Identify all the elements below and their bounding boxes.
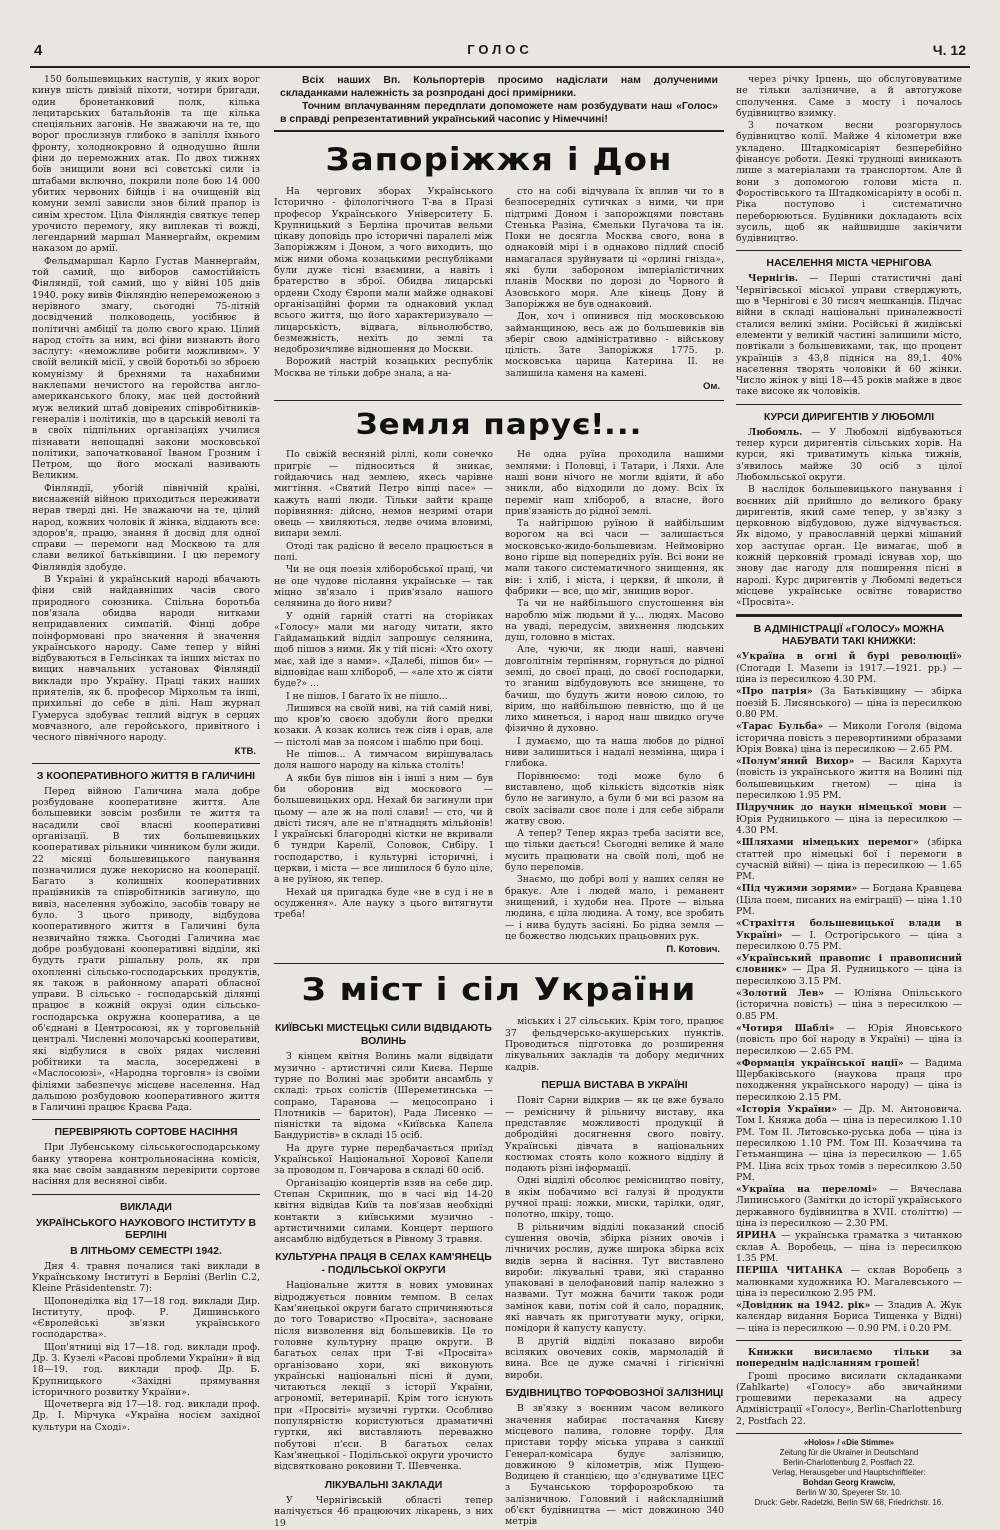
railway-continued [736, 74, 962, 244]
book-details: — Богдана Кравцева (Ціла поем, писаних на еміграції) — ціна 1.10 РМ. [736, 883, 962, 917]
colophon [736, 1433, 962, 1508]
book-item [736, 756, 962, 801]
divider [736, 614, 962, 617]
colophon-line: Bohdan Georg Krawciw, [802, 1478, 896, 1488]
paragraph: Щоп'ятниці від 17—18. год. виклади проф. Др. З. Кузелі «Расові проблеми України» й від 18—19. год. виклади проф. Др. Б. Крупницького «Західні прямування історичного розвитку України». [32, 1341, 260, 1398]
book-details: — Василя Кархута (повість із українського життя на Волині під большевицьким гнетом) — ціна із пересилкою 1.95 РМ. [736, 756, 962, 802]
book-title: Підручник до науки німецької мови [736, 802, 947, 814]
paragraph: Та чи не найбільшого спустошення він нароблю між людьми й у... людях. Масово на уваді, передусім, звихнення людських душ, головно в містах. [505, 598, 724, 644]
book-title: «Шляхами німецьких перемог» [736, 837, 919, 849]
book-title: «Довідник на 1942. рік» [736, 1300, 871, 1312]
book-details: — Юліяна Опільського (історична повість) — ціна з пересилкою — 0.85 РМ. [736, 988, 962, 1022]
book-item [736, 1300, 962, 1334]
paragraph: В рільничим відділі показаний спосіб сушення овочів, збірка різних овочів і лічничих рослин, дуже широка збірка всіх видів зерна й насіння. Тут виставлено вироби: лікувальні трави, які старанно упаковані в целофановий папір належно з назвами. Тут можна бачити також роди замінок кави, потім сой й сало, порадник, які навчать як приготувати муку, огірки, помідори й капусту капусту. [505, 1221, 724, 1335]
colophon-line: Berlin-Charlottenburg 2, Postfach 22. [783, 1458, 915, 1468]
railway-article [505, 1403, 724, 1527]
lectures-headline-1: ВИКЛАДИ [120, 1200, 172, 1213]
book-title: «Україна на переломі» [736, 1184, 878, 1196]
kyiv-article [274, 1051, 493, 1245]
paragraph: Фельдмаршал Карло Густав Маннергайм, той самий, що виборов самостійність Фінляндії, той самий, що у війні 105 днів 1940. року вивів Фінляндію непереможеною з нерівного змагу, сьогодні 75-літній досвідчений полководець, уосібнює й політичні амбіції та долю свого краю. Цілий народ стоїть за ним, всі фіни визнають його заслугу: «неможливе робити можливим». У своїй великій місії, у своїй боротьбі зо зброєю комунізму й брехнями та нахабними наклепами нечистого на геройства англо-американського блоку, має цей достойний муж великий штаб довірених співробітників-генералів і політиків, що в царській неволі та в своїх підпільних організаціях училися пізнавати непощадні закони московської політики, започаткованої Іваном Грозним і Петром, що його москалі називають Великим. [32, 255, 260, 482]
book-title: ПЕРША ЧИТАНКА [736, 1265, 843, 1277]
colophon-line: Verlag, Herausgeber und Hauptschriftleiter: [772, 1468, 926, 1478]
paragraph: Щопонеділка від 17—18 год. виклади Дир. Інституту, проф. Р. Дишинського «Європейські зв'язки українського господарства». [32, 1295, 260, 1341]
book-details: — Вадима Щербаківського (наукова праця про походження українського народу) — ціна із пересилкою 2.15 РМ. [736, 1057, 962, 1103]
column-center [274, 74, 724, 1530]
paragraph: І думаємо, що та наша любов до рідної ниви залишиться і надалі незмінна, щира і глибока. [505, 735, 724, 770]
paragraph: Не одна руїна проходила нашими землями: і Половці, і Татари, і Ляхи. Але наші вони нічого не могли вдіяти, й або зникли, або відходили до дому. Всіх їх переміг наш хлібороб, а власне, його прив'язаність до рідної землі. [505, 449, 724, 517]
cities-left [274, 1016, 493, 1529]
book-title: «Український правопис і правописний словник» [736, 953, 962, 976]
chernihiv-dateline: Чернігів. [748, 273, 799, 285]
finland-article [32, 74, 260, 744]
medical-article [274, 1495, 493, 1529]
admin-books-headline: В АДМІНІСТРАЦІЇ «ГОЛОСУ» МОЖНА НАБУВАТИ ТАКІ КНИЖКИ: [753, 623, 945, 648]
earth-left [274, 449, 493, 957]
cities-section [274, 1016, 724, 1529]
book-list [736, 651, 962, 1334]
book-title: «Україна в огні й бурі революції» [736, 651, 962, 663]
paragraph: З кінцем квітня Волинь мали відвідати музично - артистичні сили Києва. Перше турне по Волині має зробити ансамбль у складі: трьох солістів (Шереметинська — сопрано, Таранова — мецосопрано і Плотників — баритон), Рада Лисенко — піяністки та відома «Київська Капела Бандуристів» в складі 15 осіб. [274, 1051, 493, 1142]
distributor-notice [274, 74, 724, 132]
book-details: (збірка статтей про німецькі бої і перемоги в сучасній війні) — ціна із пересилкою — 1.65 РМ. [736, 837, 962, 883]
page-number: 4 [34, 42, 43, 59]
paragraph: Не пішов... А тимчасом вирішувалась доля нашого народу на кілька століть! [274, 749, 493, 772]
book-item [736, 918, 962, 952]
paragraph: Але, чуючи, як люди наші, навчені довголітнім терпінням, горнуться до рідної землі, до своєї праці, до своєї господарки, то зганиш відбудовують все знищене, то бачиш, що будуть жити новою силою, то вірим, що найбільшою певністю, що й це лихо минеться, і народ наш швидко огуче фізично й духовно. [505, 644, 724, 735]
paragraph: Всіх наших Вп. Кольпортерів просимо надіслати нам долученими складанками належність за розпродані досі примірники. [280, 74, 718, 99]
book-item [736, 1104, 962, 1183]
book-details: — склав Воробець з малюнками художника Ю. Магалевського — ціна із пересилкою 2.95 РМ. [736, 1265, 962, 1299]
zap-left [274, 186, 493, 394]
book-title: «Чотиря Шаблі» [736, 1022, 835, 1034]
paragraph: сто на собі відчувала їх вплив чи то в безпосередніх сутичках з ними, чи при підтримі Доном і запорожцями повстань Стенька Разіна, Ємельки Пугачова та ін. Поки не досягла Москва свого, вона в однаковій мірі і в однаково підлий спосіб намагалася зруйнувати ці «орлині гнізда», які були забороном імперіалістичних планів Москви по дорозі до Чорного й Азовського моря. Але кінець Дону й Запоріжжя не був однаковий. [505, 186, 724, 310]
book-item [736, 953, 962, 987]
culture-article [274, 1280, 493, 1472]
chernihiv-headline: НАСЕЛЕННЯ МІСТА ЧЕРНІГОВА [766, 257, 932, 270]
paragraph: А тепер? Тепер якраз треба засіяти все, що тільки дається! Сьогодні велике й мале мусить працювати на своїй полі, щоб не було переломів. [505, 828, 724, 874]
book-details: (Спогади І. Мазепи із 1917.—1921. рр.) — ціна із пересилкою 4.30 РМ. [736, 662, 962, 686]
book-item [736, 883, 962, 917]
paragraph: Фінляндії, убогій північній країні, виснаженій війною приходиться переживати нерав тверді дні. Не зважаючи на те, цілий народ, кожних чоловік й жінка, віддають все: здоров'я, працю, знання й досвід для одної справи — перемоги над Москвою та для слави великої батьківщини. І цю перемогу Фінляндія здобуде. [32, 482, 260, 573]
paragraph: Лишився на своїй ниві, на тій самій ниві, що кров'ю своєю здобули його предки козаки. А козак колись теж сіяв і орав, але — пістолі мав за поясом і шаблю при боці. [274, 702, 493, 748]
divider [32, 1194, 260, 1195]
colophon-line: Zeitung für die Ukrainer in Deutschland [779, 1448, 919, 1458]
lectures-article [32, 1261, 260, 1433]
paragraph: В другій відділі показано вироби всіляких овочевих соків, мармоладій й вина. Все це дуже смачні і гігієнічні вироби. [505, 1335, 724, 1381]
divider [274, 400, 724, 401]
paragraph: По свіжій весняній ріллі, коли сонечко пригріє — підноситься й зникає, гойдаючись над землею, якесь чарівне мигтіння. «Святий Петро віпці пасе» — кажуть наші люди. Тільки зайти краще порівняння: дійсно, немов незримі отари овець — хвиляються, ледве очима вловимі, випари землі. [274, 449, 493, 540]
book-title: «Страхіття большевицької влади в Україні» [736, 918, 962, 941]
newspaper-title: ГОЛОС [467, 42, 533, 57]
book-item [736, 988, 962, 1022]
book-details: — Вячеслава Липинського (Замітки до історії українського державного будівництва в XVII. століттю) — ціна із пересилкою — 2.30 РМ. [736, 1184, 962, 1230]
paragraph: В зв'язку з воєнним часом великого значення набирає постачання Києву місцевого палива, головне торфу. Для пристави торфу міська управа з санкції Генерал-комісара будує залізницю, довжиною 9 кілометрів, між Пущею-Водицею й станцією, що з'єднуватиме ЦЕС з Бучанською торфорозробкою та залізничною. Головний і найскладніший об'єкт будівництва — міст довжиною 340 метрів [505, 1403, 724, 1528]
book-details: — Миколи Гоголя (відома історична повість з перевортиними образами Юрія Вовка) ціна із пересилкою — 2.65 РМ. [736, 721, 962, 755]
book-item [736, 1058, 962, 1103]
paragraph: Нехай ця пригадка буде «не в суд і не в осудження». Але науку з цього витягнути треба! [274, 886, 493, 921]
paragraph: Національне життя в нових умовинах відроджується повним темпом. В селах Кам'янецької округи багато спричиняються до того Товариство «Просвіта», засноване після визволення від большевиків. Це то головне культурну працю округи. В багатьох селах при Т-ві «Просвіта» організовано хори, які виконують українські національні пісні й думи, читаються лекції з історії України, агрономії, ветеринарії. Крім того існують при «Просвіті» музичні гуртки. Особливо популярністю користуються драматичні гуртки, які виставляють переважно побутові п'єси. В багатьох селах Кам'янецької - Подільської округи урочисто відсвятковано роковини Т. Шевченка. [274, 1280, 493, 1473]
book-title: «Історія України» [736, 1104, 838, 1116]
books-note: Книжки висилаємо тільки за попереднім надісланням грошей! [736, 1346, 962, 1370]
book-details: — українська граматка з читанкою склав А. Воробець, — ціна із пересилкою 1.35 РМ. [736, 1230, 962, 1264]
book-title: «Полум'яний Вихор» [736, 756, 855, 768]
book-details: (За Батьківщину — збірка поезій Б. Лисянського) — ціна із пересилкою 0.80 РМ. [736, 686, 962, 720]
earth-headline: Земля паруєǃ... [355, 408, 643, 442]
book-details: — Юрія Яновського (повість про бої народу в Україні) — ціна із пересилкою — 2.65 РМ. [736, 1022, 962, 1057]
lyuboml-text-2: В наслідок большевицького панування і воєнних дій прийшло до великого браку диригентів, який саме тепер, у зв'язку з церковною відбудовою, дуже відчувається. Як відомо, у православній церкві мішаний хор заступає орган. Це вимагає, щоб в кожній церковній громаді існував хор, що знову дає нагоду для поширення пісні в народі. Курс диригентів у Любомлі ведеться місцеве українське освітнє товариство «Просвіта». [736, 484, 962, 609]
coop-article [32, 786, 260, 1114]
book-item [736, 686, 962, 720]
earth-right-text [505, 449, 724, 942]
paragraph: При Лубенському сільськогосподарському банку утворена контрольнонасінна комісія, яка має своїм завданням перевірити сортове насіння для весняної сівби. [32, 1142, 260, 1188]
paragraph: 150 большевицьких наступів, у яких ворог кинув шість дивізій піхоти, чотири бригади, один бронетанковий полк, кілька лецитарських батальйонів та ще кілька спеціяльних загонів. Не зважаючи на те, що ворог прослизнув глибоко в запілля їхнього фронту, холоднокровно й однодушно йшли фіни до переможних атак. По двох тижнях боїв знищили вони всі совєтські сили із штабами включно, покрили поле бою 14 000 убитих червоних бійців і на очищеній від комуни землі зависли знов білий прапор із синім хрестом. Ціла Фінляндія святкує тепер урочисто перемогу, яку виплекав ті вожді, легендарний маршал Маннергайм, окремим наказом до армії. [32, 74, 260, 255]
book-title: «Про патрія» [736, 686, 813, 698]
paragraph: Та найгіршою руїною й найбільшим ворогом на всі часи — залишається московсько-жидо-большевизм. Неймовірно воно гірше від попередніх руїн. Всі вони не мали такого систематичного знищення, як він: і хліб, і міста, і церкви, й школи, й фабрики — все, що міг, знищив ворог. [505, 518, 724, 597]
railway-headline: БУДІВНИЦТВО ТОРФОВОЗНОЇ ЗАЛІЗНИЦІ [505, 1386, 724, 1399]
paragraph: З початком весни розгорнулось будівництво колії. Майже 4 кілометри вже укладено. Штадкомісаріят безперебійно фінансує роботи. Деякі труднощі виникають лише з матеріалами та транспортом. Але й вони з допомогою голови міста п. Форостівського та Штадкомісаріяту в особі п. Ріка поступово і систематично переборюються. Будівники докладають всіх зусиль, щоб як найшвидше закінчити будівництво. [736, 120, 962, 245]
book-details: — Зладив А. Жук калєндар видання Бориса Тищенка у Відні) — ціна із пересилкою — 0.90 РМ. і 0.20 РМ. [736, 1300, 962, 1334]
book-item [736, 1230, 962, 1264]
book-item [736, 721, 962, 755]
paragraph: Чи не оця поезія хліборобської праці, чи не оце чудове післання українське — так міцно зв'язало і прив'язало нашого селянина до його ниви? [274, 564, 493, 610]
paragraph: Порівнюємо: тоді може було б виставлено, щоб кількість відсотків ніяк було не загинуло, а були б ми всі разом на своїх засівали своє поле і для себе зібрали жатву свою. [505, 770, 724, 827]
chernihiv-text: — Перші статистичні дані Чернігівської міської управи стверджують, що в Чернігові є 30 тисяч мешканців. Підчас війни в складі національні приналежності сталися великі зміни. Російські й жидівські елементи у великій частині залишили місто, повтікали з большевиками, так, що процент українців з 43,8 підніся на 89,1. 40% населення творять чоловіки й 60 жінки. Число жінок у віці 18—45 років майже в двоє таке високе як чоловіків. [736, 273, 962, 398]
paragraph: У Чернігівській області тепер налічується 46 працюючих лікарень, з них 19 [274, 1495, 493, 1529]
theatre-headline: ПЕРША ВИСТАВА В УКРАЇНІ [541, 1078, 688, 1091]
paragraph: На друге турне передбачається приїзд Української Національної Хорової Капели за проводом п. Гончарова в складі 60 осіб. [274, 1142, 493, 1177]
kyiv-headline: КИЇВСЬКІ МИСТЕЦЬКІ СИЛИ ВІДВІДАЮТЬ ВОЛИНЬ [275, 1022, 492, 1047]
paragraph: А якби був пішов він і інші з ним — був би оборонив від москового — большевицьких орд. Нехай би загинули при цьому — але ж на полі слави! — сто, чи й двісті тисяч, але не п'ятнадцять мільйонів! І українські благородні кістки не вкривали б тундри Карелії, Соловок, Сибіру. І господарство, і культурні історичні, і церкви, і міста — все лишилося б було ціле, а не руїною, як тепер. [274, 772, 493, 886]
book-item [736, 651, 962, 685]
book-title: «Формація української нації» [736, 1057, 904, 1069]
paragraph: Знаємо, що добрі волі у наших селян не бракує. Але і людей мало, і реманент знищений, і худоби неа. Проте — вільна людина, є ціла людина. А тому, все зробить — і нива будуть засіяні. Бо рідна земля — це божество людських працьовних рук. [505, 874, 724, 942]
book-title: «Золотий Лев» [736, 988, 825, 1000]
book-details: — Юрія Рудницького — ціна із пересилкою — 4.30 РМ. [736, 802, 962, 836]
paragraph: І не пішов. І багато їх не пішло... [286, 690, 448, 702]
lyuboml-text-1: — У Любомлі відбуваються тепер курси диригентів сільських хорів. На курси, які триватимуть кілька тижнів, з'явилось майже 30 осіб з цілої Любомльської округи. [736, 426, 962, 483]
book-details: — Др. М. Антоновича. Том І. Княжа доба — ціна із пересилкою 1.10 РМ. Том II. Литовсько-руська доба — ціна із пересилкою 1.10 РМ. Том III. Козаччина та Гетьманщина — ціна із пересилкою — 1.65 РМ. Ціна всіх трьох томів з пересилкою 3.50 РМ. [736, 1104, 962, 1183]
seed-headline: ПЕРЕВІРЯЮТЬ СОРТОВЕ НАСІННЯ [54, 1126, 238, 1139]
colophon-line: Berlin W 30, Speyerer Str. 10. [796, 1488, 902, 1498]
book-title: «Під чужими зорями» [736, 883, 858, 895]
seed-article [32, 1142, 260, 1187]
paragraph: міських і 27 сільських. Крім того, працює 37 фельдчерсько-акушерських пунктів. Проводиться підготовка до розширення лікувальних закладів та добору медичних кадрів. [505, 1016, 724, 1073]
colophon-line: «Holos» / «Die Stimme» [803, 1438, 895, 1448]
divider [274, 963, 724, 964]
paragraph: У одній гарній статті на сторінках «Голосу» мали ми нагоду читати, якто Гайдамацький відділ запрошує селянина, щоб пішов з ними. Як у тій пісні: «Хто охоту має, хай іде з нами». «Далебі, пішов би» — відповідає наш хлібороб, — «але хто ж сіяти буде?» ... [274, 610, 493, 690]
book-title: «Тарас Бульба» [736, 721, 824, 733]
paragraph: Одні відділі обсолює ремісництво повіту, в якім побачимо всі галузі й продукти ручної праці: ложки, миски, тарілки, одяг, полотно, шкіру, тощо. [505, 1175, 724, 1221]
lectures-headline-2: УКРАЇНСЬКОГО НАУКОВОГО ІНСТИТУТУ В БЕРЛІНІ [35, 1216, 257, 1241]
divider [736, 250, 962, 251]
paragraph: Щочетверга від 17—18. год. виклади проф. Др. І. Мірчука «Україна носієм західної культури на Сході». [32, 1399, 260, 1433]
divider [736, 404, 962, 405]
paragraph: На чергових зборах Українського Історично - філологічного Т-ва в Празі професор Українського Університету Б. Крупницький з Берліна прочитав вельми цікаву доповідь про історичні паралелі між Запоріжжям і Доном, з чого виходить, що між ними обома козацькими республіками були дуже тісні взаємини, а навіть і братерство в зброї. Обидва лицарські ордени Сходу Європи мали майже однакові організаційні форми та однаковий уклад всього життя, що його характеризувало — лицарськість, відвага, вільнолюбство, безмежність, нехіть до землі та недоброзичливе відношення до Москви. [274, 186, 493, 356]
paragraph: Організацію концертів взяв на себе дир. Степан Скрипник, що в часі від 14-20 квітня відвідав Київ та пов'язав необхідні контакти з київськими музично - артистичними силами. Концерт першого ансамблю відбудеться в Рівному 3 травня. [274, 1177, 493, 1246]
book-details: — Дра Я. Рудницького — ціна із пересилкою 3.15 РМ. [736, 964, 962, 987]
culture-headline: КУЛЬТУРНА ПРАЦЯ В СЕЛАХ КАМ'ЯНЕЦЬ - ПОДІЛЬСЬКОЇ ОКРУГИ [275, 1251, 492, 1276]
zaporizhzhia-headline: Запоріжжя і Дон [325, 141, 673, 179]
coop-headline: З КООПЕРАТИВНОГО ЖИТТЯ В ГАЛИЧИНІ [36, 769, 256, 782]
masthead [30, 38, 970, 68]
divider [736, 1340, 962, 1341]
lyuboml-article [736, 427, 962, 483]
theatre-article [505, 1095, 724, 1380]
cities-right [505, 1016, 724, 1529]
paragraph: через річку Ірпень, що обслуговуватиме не тільки залізничне, а й автогужове сполучення. Саме з мосту і почалось будівництво взимку. [736, 74, 962, 119]
divider [32, 763, 260, 764]
divider [32, 1119, 260, 1120]
lectures-headline-3: В ЛІТНЬОМУ СЕМЕСТРІ 1942. [70, 1244, 222, 1257]
paragraph: Дня 4. травня почалися такі виклади в Українському Інституті в Берліні (Berlin C.2, Kleine Präsidentenstr. 7): [32, 1260, 260, 1295]
book-item [736, 1184, 962, 1229]
cities-headline: З міст і сіл України [301, 972, 697, 1009]
issue-number: Ч. 12 [932, 42, 966, 58]
column-right [736, 74, 962, 1508]
zaporizhzhia-article [274, 186, 724, 394]
column-left [32, 74, 260, 1434]
book-item [736, 837, 962, 882]
money-note: Гроші просимо висилати складанками (Zahlkarte) «Голосу» або звичайними грошевими переказами на адресу Адміністрації «Голосу», Berlin-Charlottenburg 2, Postfach 22. [736, 1370, 962, 1427]
medical-headline: ЛІКУВАЛЬНІ ЗАКЛАДИ [324, 1478, 443, 1491]
zap-right-text [505, 186, 724, 379]
medical-continued [505, 1016, 724, 1072]
paragraph: Ворожий настрій козацьких республік Москва не тільки добре знала, а на- [274, 356, 493, 379]
zap-signature: Ом. [702, 381, 720, 393]
book-item [736, 1265, 962, 1299]
book-item [736, 1023, 962, 1057]
finland-signature: КТВ. [234, 745, 256, 757]
paragraph: Дон, хоч і опинився під московською займанщиною, весь аж до большевиків вів зберіг свою адміністративно - військову цілість. Зате Запоріжжя 1775. р. московська царица Катерина II. не залишила каменя на камені. [505, 311, 724, 379]
lyuboml-dateline: Любомль. [748, 426, 803, 438]
colophon-line: Druck: Gebr. Radetzki, Berlin SW 68, Friedrichstr. 16. [754, 1498, 944, 1508]
earth-signature: П. Котович. [666, 944, 720, 956]
paragraph: В Україні й український народі вбачають фіни свій найдавніших часів свого природного союзника. Спільна боротьба пов'язала обидва народи нитками непридавлених симпатій. Фінці добре поінформовані про значення й значення українського народу. Саме тепер у війні відбуваються в Гельсінках та інших містах по вищих навчальних установах Фінляндії виклади про Україну. Праці таких наших приятелів, як б. професор Мірхольм та інші, прихильні до себе в ділі. Наш журнал Гумеруса здобуває теплий відгук в серцях мовчазного, але геройського, привітного і чесного північного народу. [32, 574, 260, 744]
zap-right [505, 186, 724, 394]
book-details: — І. Острогірського — ціна з пересилкою 0.75 РМ. [736, 929, 962, 952]
paragraph: Точним вплачуванням передплати допоможете нам розбудувати наш «Голос» в справді репрезентативний український часопис у Німеччині! [280, 100, 718, 125]
paragraph: Перед війною Галичина мала добре розбудоване кооперативне життя. Але большевики зовсім розбили те життя та насадили свої власні кооперативні організації. В тих большевицьких кооперативах рільники чинником були жиди. 22 місяці большевицького панування позначилися дуже некорисно на кооперації. Багато з колишніх кооперативних працівників та співробітників загинуло, що вивіз, населення зубожіло, засобів товару не було. З цього приводу, відбудова кооперативного життя в Галичині була незвичайно тяжка. Сьогодні Галичина має добре розбудовані кооперативні відділи, які будуть грати рішальну роль, як при охопленні сільсько-господарських продуктів, як також в районному апараті обласної управи. В сільсько - господарській ділянці працює в кожній окрузі один сільсько-господарська окружна кооператива, а це об'єднані в Центросоюзі, як у торговельній централі. Численні молочарські кооперативи, які відбулися в своїх рядах численні робітники та масла, зосереджені в «Маслосоюзі», «Народна торговля» із своїми філіями забезпечує місцеве населення. Над дальшою розбудовою кооперативного життя в Галичині працює Краєва Рада. [32, 785, 260, 1114]
chernihiv-article [736, 273, 962, 397]
book-title: ЯРИНА [736, 1230, 777, 1242]
book-item [736, 802, 962, 836]
earth-right [505, 449, 724, 957]
paragraph: Отоді так радісно й весело працюється в полі. [274, 540, 493, 564]
paragraph: Повіт Сарни відкрив — як це вже бувало — ремісничу й рільничу виставу, яка представляє можливості продукції й добродійні досягнення свого повіту. Українські дівчата в національних костюмах стоять коло кожного відділу й подають різні інформації. [505, 1095, 724, 1175]
earth-article [274, 449, 724, 957]
lyuboml-headline: КУРСИ ДИРИГЕНТІВ У ЛЮБОМЛІ [763, 410, 935, 423]
